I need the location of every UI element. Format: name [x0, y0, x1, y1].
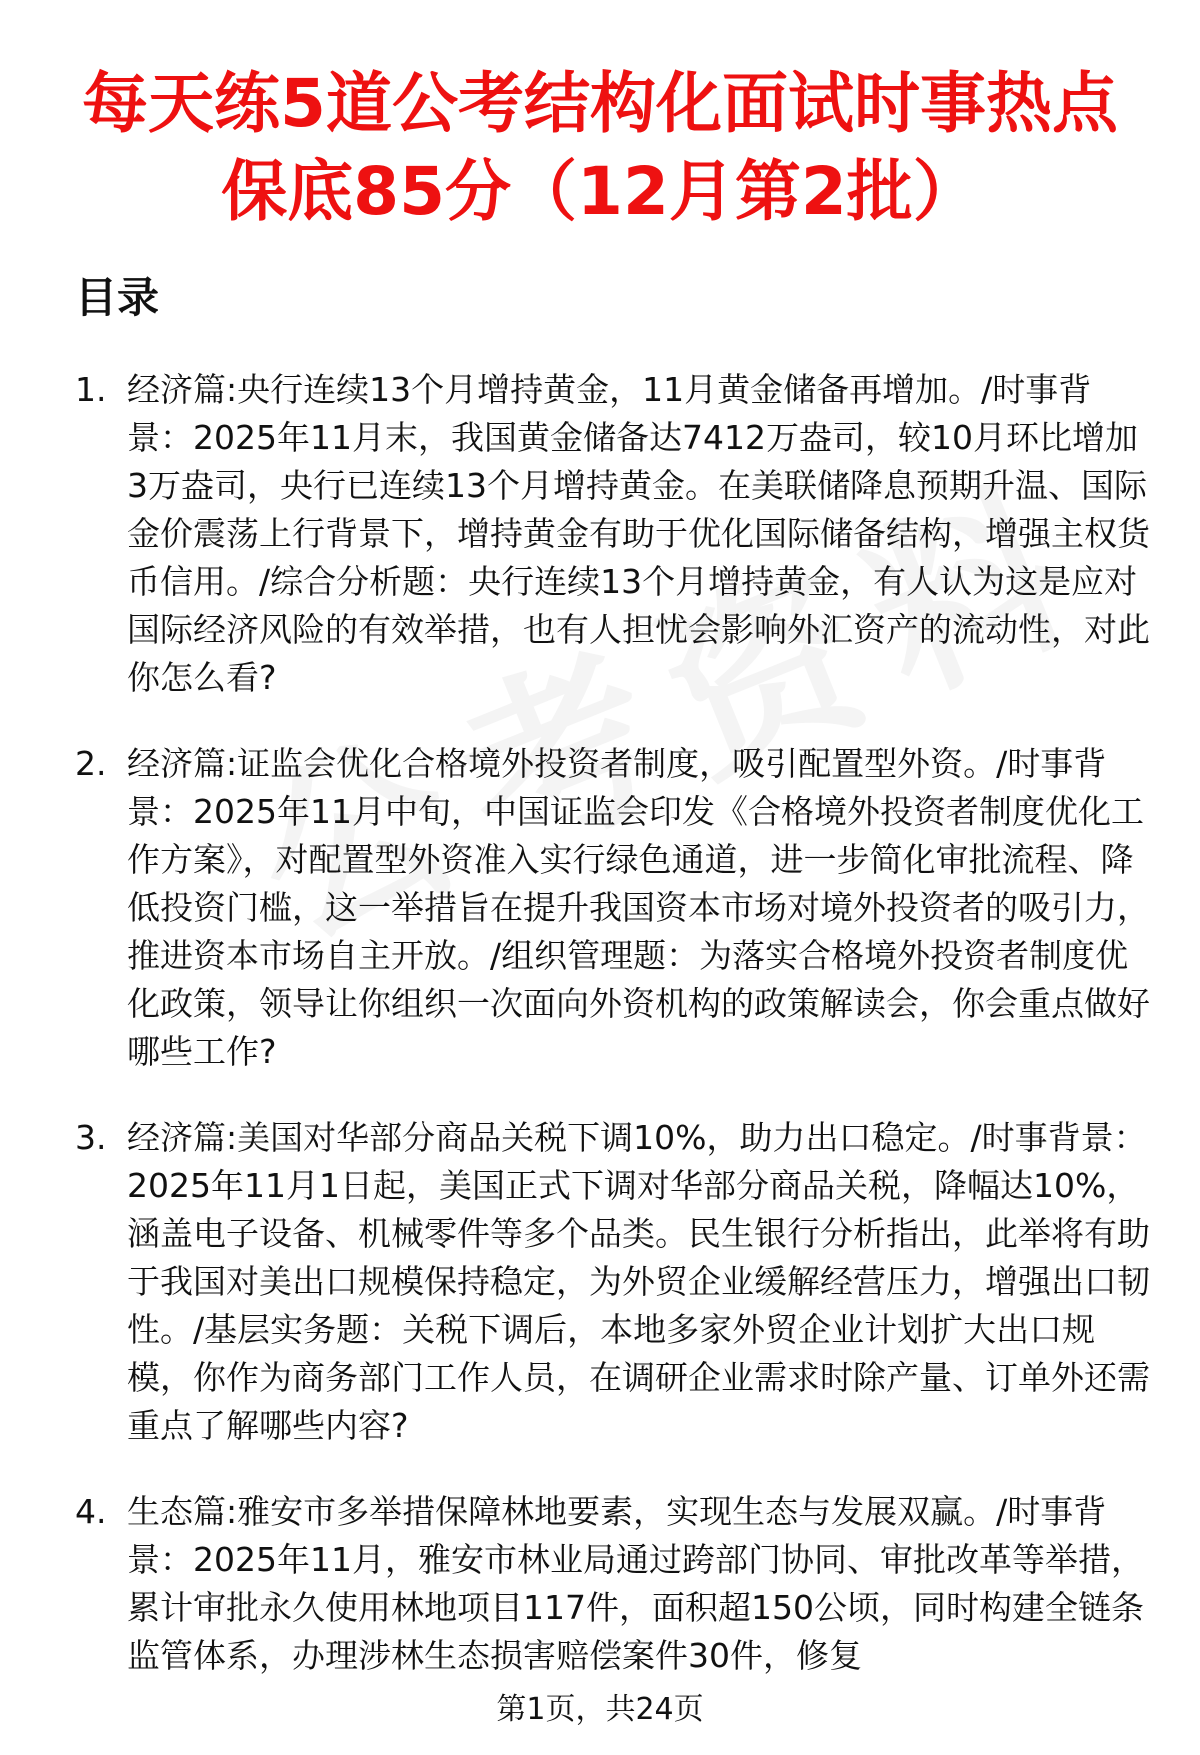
title-line-2: 保底85分（12月第2批） [221, 153, 979, 230]
item-number: 3. [75, 1118, 107, 1157]
page-footer: 第1页，共24页 [496, 1692, 704, 1727]
item-number: 4. [75, 1492, 107, 1531]
title-line-1: 每天练5道公考结构化面试时事热点 [82, 65, 1118, 142]
topic-list [75, 366, 1155, 1718]
item-text: 经济篇:美国对华部分商品关税下调10%，助力出口稳定。/时事背景：2025年11月1日起，美国正式下调对华部分商品关税，降幅达10%，涵盖电子设备、机械零件等多个品类。民生银行分析指出，此举将有助于我国对美出口规模保持稳定，为外贸企业缓解经营压力，增强出口韧性。/基层实务题：关税下调后，本地多家外贸企业计划扩大出口规模，你作为商务部门工作人员，在调研企业需求时除产量、订单外还需重点了解哪些内容? [127, 1118, 1150, 1445]
list-item [75, 1488, 1155, 1680]
list-item [75, 1114, 1155, 1450]
item-number: 2. [75, 744, 107, 783]
item-text: 生态篇:雅安市多举措保障林地要素，实现生态与发展双赢。/时事背景：2025年11月，雅安市林业局通过跨部门协同、审批改革等举措，累计审批永久使用林地项目117件，面积超150公顷，同时构建全链条监管体系，办理涉林生态损害赔偿案件30件，修复 [127, 1492, 1144, 1675]
list-item [75, 366, 1155, 702]
toc-heading: 目录 [75, 273, 160, 322]
list-item [75, 740, 1155, 1076]
item-text: 经济篇:央行连续13个月增持黄金，11月黄金储备再增加。/时事背景：2025年11月末，我国黄金储备达7412万盎司，较10月环比增加3万盎司，央行已连续13个月增持黄金。在美联储降息预期升温、国际金价震荡上行背景下，增持黄金有助于优化国际储备结构，增强主权货币信用。/综合分析题：央行连续13个月增持黄金，有人认为这是应对国际经济风险的有效举措，也有人担忧会影响外汇资产的流动性，对此你怎么看? [127, 370, 1150, 697]
item-number: 1. [75, 370, 107, 409]
item-text: 经济篇:证监会优化合格境外投资者制度，吸引配置型外资。/时事背景：2025年11月中旬，中国证监会印发《合格境外投资者制度优化工作方案》，对配置型外资准入实行绿色通道，进一步简化审批流程、降低投资门槛，这一举措旨在提升我国资本市场对境外投资者的吸引力，推进资本市场自主开放。/组织管理题：为落实合格境外投资者制度优化政策，领导让你组织一次面向外资机构的政策解读会，你会重点做好哪些工作? [127, 744, 1150, 1071]
page-title [0, 0, 1200, 236]
